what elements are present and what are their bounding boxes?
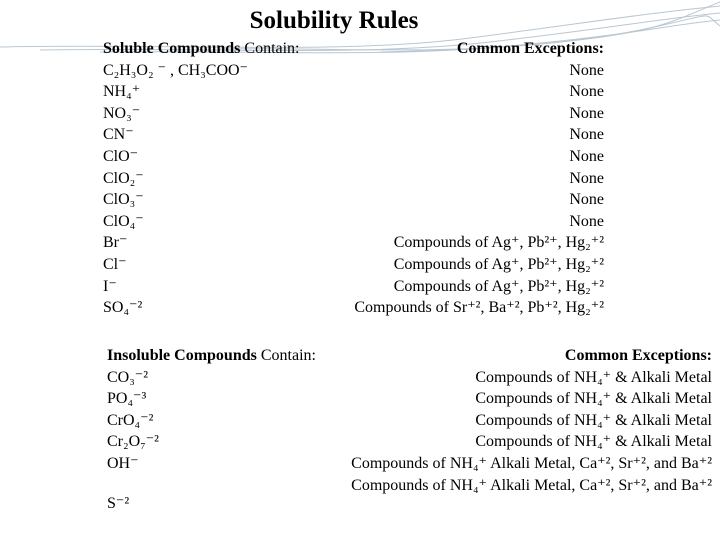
soluble-header-bold: Soluble Compounds [103,40,241,57]
soluble-exception: Compounds of Sr⁺², Ba⁺², Pb⁺², Hg₂⁺² [354,299,604,317]
insoluble-compounds-column [107,345,316,475]
soluble-ion: ClO₃⁻ [103,191,144,209]
soluble-ion: NO₃⁻ [103,104,141,122]
soluble-ion: C₂H₃O₂ ⁻ , CH₃COO⁻ [103,61,248,79]
soluble-ion: SO₄⁻² [103,299,143,317]
insoluble-exceptions-column [351,345,712,496]
insoluble-ion: CO₃⁻² [107,368,149,386]
soluble-exceptions-column [354,38,604,319]
soluble-exception: None [569,126,604,144]
insoluble-ion: PO₄⁻³ [107,390,147,408]
insoluble-exception: Compounds of NH₄⁺ & Alkali Metal [475,368,712,386]
soluble-exceptions-header: Common Exceptions: [456,40,604,57]
soluble-exception: None [569,61,604,79]
insoluble-exception: Compounds of NH₄⁺ Alkali Metal, Ca⁺², Sr⁺², and Ba⁺² [351,454,712,472]
insoluble-header-bold: Insoluble Compounds [107,347,257,364]
soluble-exception: None [569,169,604,187]
soluble-exception: None [569,83,604,101]
soluble-ion: I⁻ [103,277,117,295]
soluble-ion: NH₄⁺ [103,83,141,101]
insoluble-exception: Compounds of NH₄⁺ Alkali Metal, Ca⁺², Sr⁺², and Ba⁺² [351,476,712,494]
insoluble-exception: Compounds of NH₄⁺ & Alkali Metal [475,411,712,429]
soluble-exception: None [569,191,604,209]
insoluble-ion: OH⁻ [107,454,139,472]
soluble-compounds-column [103,38,300,319]
insoluble-exception: Compounds of NH₄⁺ & Alkali Metal [475,390,712,408]
soluble-ion: ClO⁻ [103,147,139,165]
soluble-ion: Br⁻ [103,234,128,252]
insoluble-ion-sulfide: S⁻² [107,495,130,512]
soluble-exception: Compounds of Ag⁺, Pb²⁺, Hg₂⁺² [393,234,604,252]
insoluble-header [107,345,316,367]
soluble-ion: ClO₂⁻ [103,169,144,187]
soluble-ion: CN⁻ [103,126,134,144]
soluble-exception: None [569,104,604,122]
soluble-exception: Compounds of Ag⁺, Pb²⁺, Hg₂⁺² [393,255,604,273]
insoluble-ion: Cr₂O₇⁻² [107,433,159,451]
soluble-exception: None [569,147,604,165]
insoluble-exceptions-header: Common Exceptions: [564,347,712,364]
soluble-header [103,38,300,60]
soluble-ion: ClO₄⁻ [103,212,144,230]
soluble-header-rest: Contain: [240,40,300,57]
insoluble-ion: CrO₄⁻² [107,411,154,429]
page-title: Solubility Rules [249,7,419,34]
soluble-exception: Compounds of Ag⁺, Pb²⁺, Hg₂⁺² [393,277,604,295]
soluble-ion: Cl⁻ [103,255,127,273]
soluble-exception: None [569,212,604,230]
insoluble-exception: Compounds of NH₄⁺ & Alkali Metal [475,433,712,451]
insoluble-header-rest: Contain: [256,347,316,364]
